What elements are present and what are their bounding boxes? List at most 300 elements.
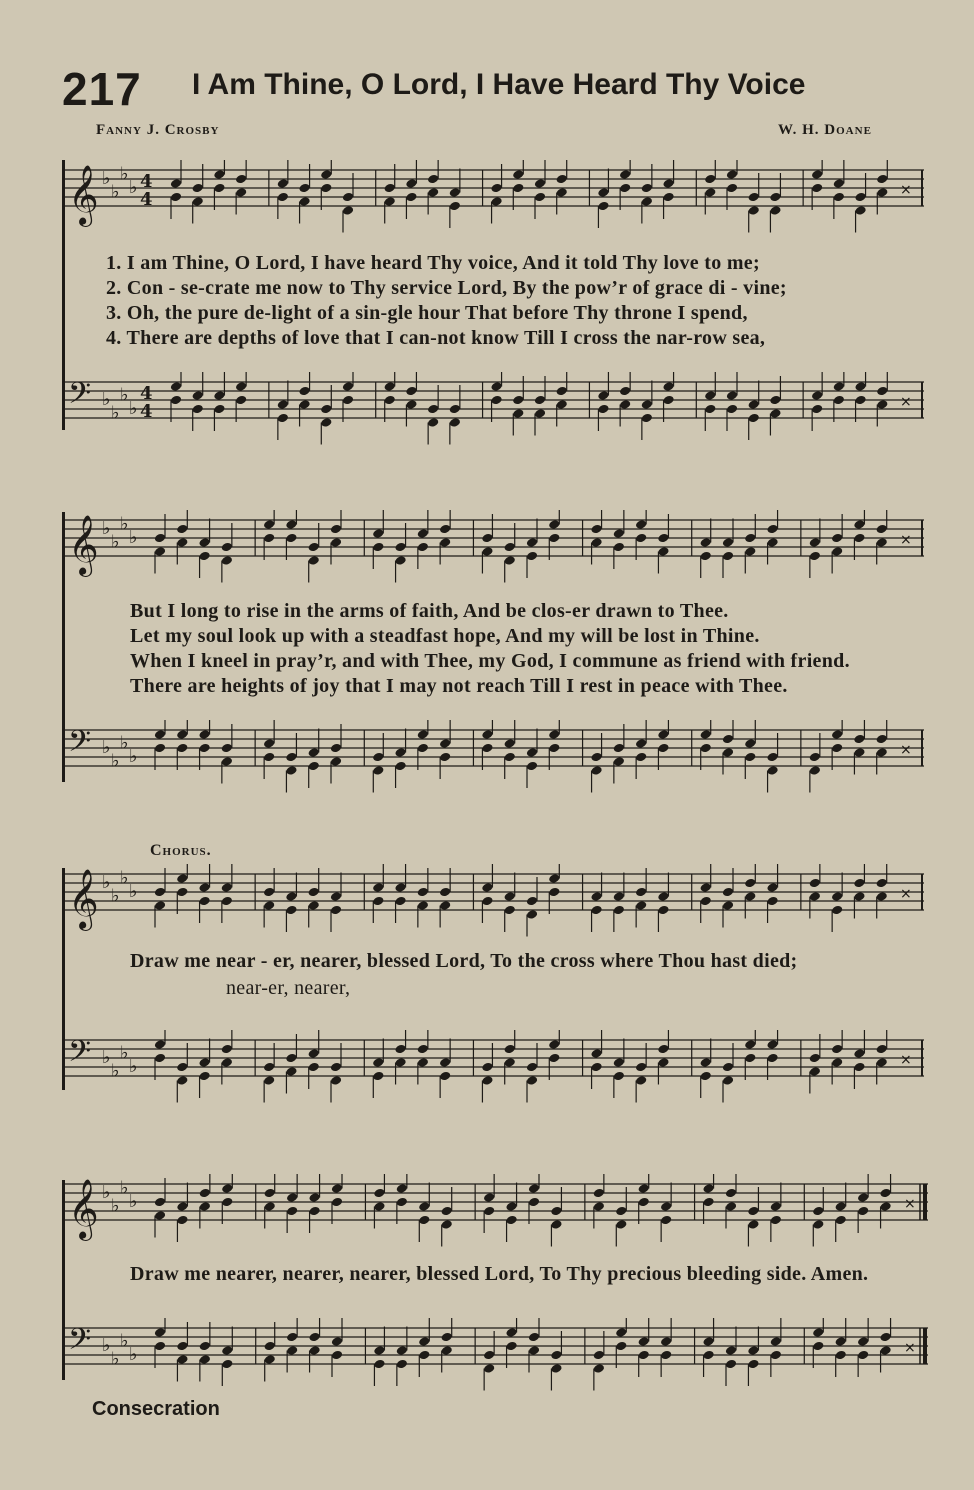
note-head (853, 734, 865, 745)
note-head (593, 1201, 605, 1212)
note-head (490, 183, 502, 194)
rest-icon: × (900, 394, 912, 410)
note-head (176, 1075, 188, 1086)
note-head (417, 1057, 429, 1068)
note-head (657, 729, 669, 740)
note-head (331, 1197, 343, 1208)
note-head (597, 404, 609, 415)
note-head (198, 1071, 210, 1082)
flat-icon: ♭ (120, 732, 129, 754)
note-head (154, 533, 166, 544)
note-head (308, 555, 320, 566)
note-head (170, 395, 182, 406)
note-head (702, 1197, 714, 1208)
note-head (285, 765, 297, 776)
note-head (747, 1345, 759, 1356)
note-head (831, 729, 843, 740)
note-head (199, 1188, 211, 1199)
note-head (331, 1336, 343, 1347)
note-head (548, 533, 560, 544)
note-head (876, 399, 888, 410)
note-head (635, 900, 647, 911)
note-head (876, 537, 888, 548)
note-head (748, 413, 760, 424)
note-head (528, 1183, 540, 1194)
note-head (769, 408, 781, 419)
note-head (853, 533, 865, 544)
note-head (330, 524, 342, 535)
note-head (417, 743, 429, 754)
note-head (556, 174, 568, 185)
note-head (857, 1350, 869, 1361)
flat-icon: ♭ (111, 402, 120, 424)
note-head (809, 765, 821, 776)
note-head (660, 1336, 672, 1347)
note-head (372, 752, 384, 763)
note-head (427, 187, 439, 198)
note-head (483, 1192, 495, 1203)
note-head (635, 533, 647, 544)
note-head (320, 404, 332, 415)
note-head (490, 395, 502, 406)
note-head (638, 1183, 650, 1194)
note-head (308, 542, 320, 553)
note-head (441, 1332, 453, 1343)
note-head (809, 551, 821, 562)
note-head (198, 551, 210, 562)
note-head (590, 765, 602, 776)
note-head (770, 1336, 782, 1347)
note-head (154, 1197, 166, 1208)
note-head (176, 537, 188, 548)
note-head (853, 1048, 865, 1059)
note-head (504, 1057, 516, 1068)
bass-staff-1 (62, 372, 924, 462)
note-head (481, 1062, 493, 1073)
note-head (809, 1053, 821, 1064)
note-head (396, 1197, 408, 1208)
note-head (769, 205, 781, 216)
note-head (277, 413, 289, 424)
note-head (199, 1354, 211, 1365)
note-head (286, 1206, 298, 1217)
note-head (308, 761, 320, 772)
note-head (613, 743, 625, 754)
verse-3-line-1: 3. Oh, the pure de-light of a sin-gle hour That before Thy throne I spend, (106, 302, 748, 324)
note-head (725, 1188, 737, 1199)
note-head (505, 1201, 517, 1212)
note-head (744, 1039, 756, 1050)
verse-4-line-2: There are heights of joy that I may not reach Till I rest in peace with Thee. (130, 675, 788, 697)
note-head (722, 1075, 734, 1086)
note-head (263, 519, 275, 530)
note-head (439, 1057, 451, 1068)
note-head (831, 905, 843, 916)
note-head (590, 537, 602, 548)
note-head (744, 546, 756, 557)
note-head (744, 533, 756, 544)
flat-icon: ♭ (111, 885, 120, 907)
note-head (812, 1341, 824, 1352)
note-head (417, 729, 429, 740)
note-head (405, 192, 417, 203)
note-head (528, 1332, 540, 1343)
note-head (439, 524, 451, 535)
note-head (264, 1188, 276, 1199)
note-head (198, 1057, 210, 1068)
note-head (481, 896, 493, 907)
note-head (277, 399, 289, 410)
note-head (766, 882, 778, 893)
note-head (702, 1350, 714, 1361)
note-head (285, 891, 297, 902)
note-head (534, 408, 546, 419)
note-head (372, 765, 384, 776)
note-head (286, 1332, 298, 1343)
rest-icon: × (904, 1196, 916, 1212)
note-head (263, 752, 275, 763)
note-head (769, 395, 781, 406)
note-head (748, 399, 760, 410)
note-head (481, 882, 493, 893)
note-head (528, 1345, 540, 1356)
note-head (394, 882, 406, 893)
flat-icon: ♭ (111, 181, 120, 203)
note-head (213, 404, 225, 415)
note-head (481, 743, 493, 754)
note-head (417, 900, 429, 911)
note-head (635, 1075, 647, 1086)
note-head (700, 896, 712, 907)
chorus-alto-line: near-er, nearer, (226, 977, 351, 999)
note-head (526, 551, 538, 562)
note-head (662, 381, 674, 392)
note-head (657, 533, 669, 544)
note-head (662, 192, 674, 203)
note-head (176, 873, 188, 884)
note-head (286, 1345, 298, 1356)
note-head (876, 734, 888, 745)
note-head (285, 533, 297, 544)
note-head (481, 546, 493, 557)
note-head (590, 1062, 602, 1073)
note-head (154, 546, 166, 557)
note-head (548, 1053, 560, 1064)
note-head (221, 882, 233, 893)
note-head (221, 1197, 233, 1208)
note-head (550, 1219, 562, 1230)
note-head (854, 192, 866, 203)
note-head (812, 1219, 824, 1230)
note-head (154, 1210, 166, 1221)
note-head (769, 192, 781, 203)
note-head (439, 887, 451, 898)
note-head (192, 404, 204, 415)
note-head (619, 399, 631, 410)
note-head (879, 1332, 891, 1343)
note-head (835, 1215, 847, 1226)
note-head (613, 891, 625, 902)
note-head (833, 178, 845, 189)
note-head (418, 1215, 430, 1226)
note-head (657, 546, 669, 557)
note-head (439, 537, 451, 548)
note-head (504, 542, 516, 553)
note-head (770, 1201, 782, 1212)
note-head (853, 878, 865, 889)
note-head (548, 743, 560, 754)
note-head (876, 187, 888, 198)
note-head (235, 381, 247, 392)
note-head (418, 1201, 430, 1212)
note-head (700, 743, 712, 754)
note-head (725, 1201, 737, 1212)
note-head (277, 192, 289, 203)
note-head (876, 891, 888, 902)
note-head (812, 1327, 824, 1338)
note-head (556, 386, 568, 397)
note-head (384, 183, 396, 194)
note-head (192, 196, 204, 207)
note-head (593, 1350, 605, 1361)
note-head (221, 1044, 233, 1055)
note-head (766, 537, 778, 548)
note-head (394, 896, 406, 907)
note-head (308, 1192, 320, 1203)
note-head (747, 1359, 759, 1370)
rest-icon: × (900, 532, 912, 548)
note-head (662, 395, 674, 406)
note-head (221, 756, 233, 767)
note-head (597, 187, 609, 198)
flat-icon: ♭ (111, 1195, 120, 1217)
note-head (770, 1215, 782, 1226)
note-head (396, 1359, 408, 1370)
verse-2-line-2: Let my soul look up with a steadfast hope, And my will be lost in Thine. (130, 625, 760, 647)
rest-icon: × (900, 886, 912, 902)
note-head (192, 390, 204, 401)
note-head (811, 183, 823, 194)
note-head (308, 747, 320, 758)
bass-staff-3 (62, 1030, 924, 1120)
note-head (700, 729, 712, 740)
note-head (619, 183, 631, 194)
flat-icon: ♭ (111, 1060, 120, 1082)
note-head (154, 743, 166, 754)
note-head (548, 1039, 560, 1050)
note-head (221, 896, 233, 907)
note-head (170, 381, 182, 392)
note-head (320, 183, 332, 194)
note-head (263, 738, 275, 749)
note-head (330, 905, 342, 916)
note-head (831, 546, 843, 557)
note-head (198, 537, 210, 548)
note-head (394, 1044, 406, 1055)
note-head (528, 1197, 540, 1208)
note-head (550, 1206, 562, 1217)
note-head (809, 537, 821, 548)
note-head (221, 1057, 233, 1068)
flat-icon: ♭ (102, 518, 111, 539)
note-head (854, 205, 866, 216)
note-head (700, 1057, 712, 1068)
note-head (638, 1197, 650, 1208)
note-head (373, 1359, 385, 1370)
note-head (726, 404, 738, 415)
rest-icon: × (900, 182, 912, 198)
note-head (641, 399, 653, 410)
bass-clef-icon: 𝄢 (68, 1035, 92, 1076)
note-head (154, 729, 166, 740)
note-head (504, 905, 516, 916)
note-head (766, 1039, 778, 1050)
note-head (660, 1201, 672, 1212)
note-head (744, 738, 756, 749)
note-head (330, 537, 342, 548)
note-head (809, 752, 821, 763)
note-head (725, 1359, 737, 1370)
flat-icon: ♭ (129, 177, 138, 198)
note-head (427, 404, 439, 415)
note-head (704, 404, 716, 415)
note-head (373, 1201, 385, 1212)
time-signature: 4 (140, 171, 153, 192)
note-head (373, 1188, 385, 1199)
note-head (638, 1350, 650, 1361)
note-head (198, 729, 210, 740)
note-head (384, 381, 396, 392)
note-head (394, 747, 406, 758)
note-head (879, 1345, 891, 1356)
note-head (833, 395, 845, 406)
treble-staff-4 (62, 1174, 928, 1254)
rest-icon: × (904, 1340, 916, 1356)
note-head (526, 909, 538, 920)
note-head (481, 533, 493, 544)
note-head (285, 905, 297, 916)
note-head (744, 891, 756, 902)
chorus-line-1: Draw me near - er, nearer, blessed Lord, To the cross where Thou hast died; (130, 950, 798, 972)
verse-1-line-1: 1. I am Thine, O Lord, I have heard Thy voice, And it told Thy love to me; (106, 252, 760, 274)
note-head (342, 395, 354, 406)
note-head (615, 1206, 627, 1217)
note-head (483, 1363, 495, 1374)
note-head (835, 1350, 847, 1361)
note-head (590, 905, 602, 916)
note-head (176, 887, 188, 898)
note-head (176, 1341, 188, 1352)
note-head (853, 519, 865, 530)
note-head (748, 205, 760, 216)
note-head (831, 891, 843, 902)
note-head (263, 533, 275, 544)
treble-clef-icon: 𝄞 (68, 165, 99, 225)
note-head (722, 747, 734, 758)
chorus-line-2: Draw me nearer, nearer, nearer, blessed Lord, To Thy precious bleeding side. Amen. (130, 1263, 869, 1285)
note-head (213, 390, 225, 401)
treble-staff-3 (62, 864, 924, 944)
bass-clef-icon: 𝄢 (68, 1323, 92, 1364)
note-head (597, 201, 609, 212)
note-head (308, 887, 320, 898)
note-head (635, 1062, 647, 1073)
note-head (857, 1206, 869, 1217)
note-head (744, 1053, 756, 1064)
note-head (372, 542, 384, 553)
note-head (876, 174, 888, 185)
note-head (372, 896, 384, 907)
note-head (394, 542, 406, 553)
note-head (593, 1188, 605, 1199)
note-head (615, 1327, 627, 1338)
note-head (449, 417, 461, 428)
note-head (331, 1183, 343, 1194)
rest-icon: × (900, 1052, 912, 1068)
note-head (342, 381, 354, 392)
note-head (417, 1044, 429, 1055)
flat-icon: ♭ (102, 1335, 111, 1356)
bass-staff-2 (62, 720, 924, 810)
note-head (597, 390, 609, 401)
note-head (635, 519, 647, 530)
note-head (833, 381, 845, 392)
note-head (854, 381, 866, 392)
note-head (704, 187, 716, 198)
note-head (641, 413, 653, 424)
note-head (221, 1345, 233, 1356)
note-head (879, 1188, 891, 1199)
note-head (876, 878, 888, 889)
note-head (766, 524, 778, 535)
note-head (396, 1345, 408, 1356)
note-head (722, 900, 734, 911)
note-head (613, 756, 625, 767)
note-head (417, 542, 429, 553)
note-head (330, 743, 342, 754)
note-head (556, 187, 568, 198)
note-head (264, 1354, 276, 1365)
note-head (504, 738, 516, 749)
note-head (405, 386, 417, 397)
note-head (504, 1044, 516, 1055)
note-head (298, 183, 310, 194)
note-head (504, 752, 516, 763)
note-head (154, 1341, 166, 1352)
note-head (635, 752, 647, 763)
note-head (512, 408, 524, 419)
note-head (770, 1350, 782, 1361)
note-head (263, 887, 275, 898)
note-head (704, 390, 716, 401)
note-head (221, 542, 233, 553)
note-head (722, 734, 734, 745)
note-head (285, 519, 297, 530)
flat-icon: ♭ (120, 513, 129, 535)
note-head (548, 729, 560, 740)
note-head (747, 1219, 759, 1230)
note-head (504, 891, 516, 902)
note-head (876, 1044, 888, 1055)
verse-3-line-2: When I kneel in pray’r, and with Thee, my God, I commune as friend with friend. (130, 650, 850, 672)
note-head (441, 1219, 453, 1230)
note-head (766, 896, 778, 907)
note-head (418, 1336, 430, 1347)
flat-icon: ♭ (129, 527, 138, 548)
note-head (154, 1039, 166, 1050)
note-head (176, 1201, 188, 1212)
note-head (394, 555, 406, 566)
